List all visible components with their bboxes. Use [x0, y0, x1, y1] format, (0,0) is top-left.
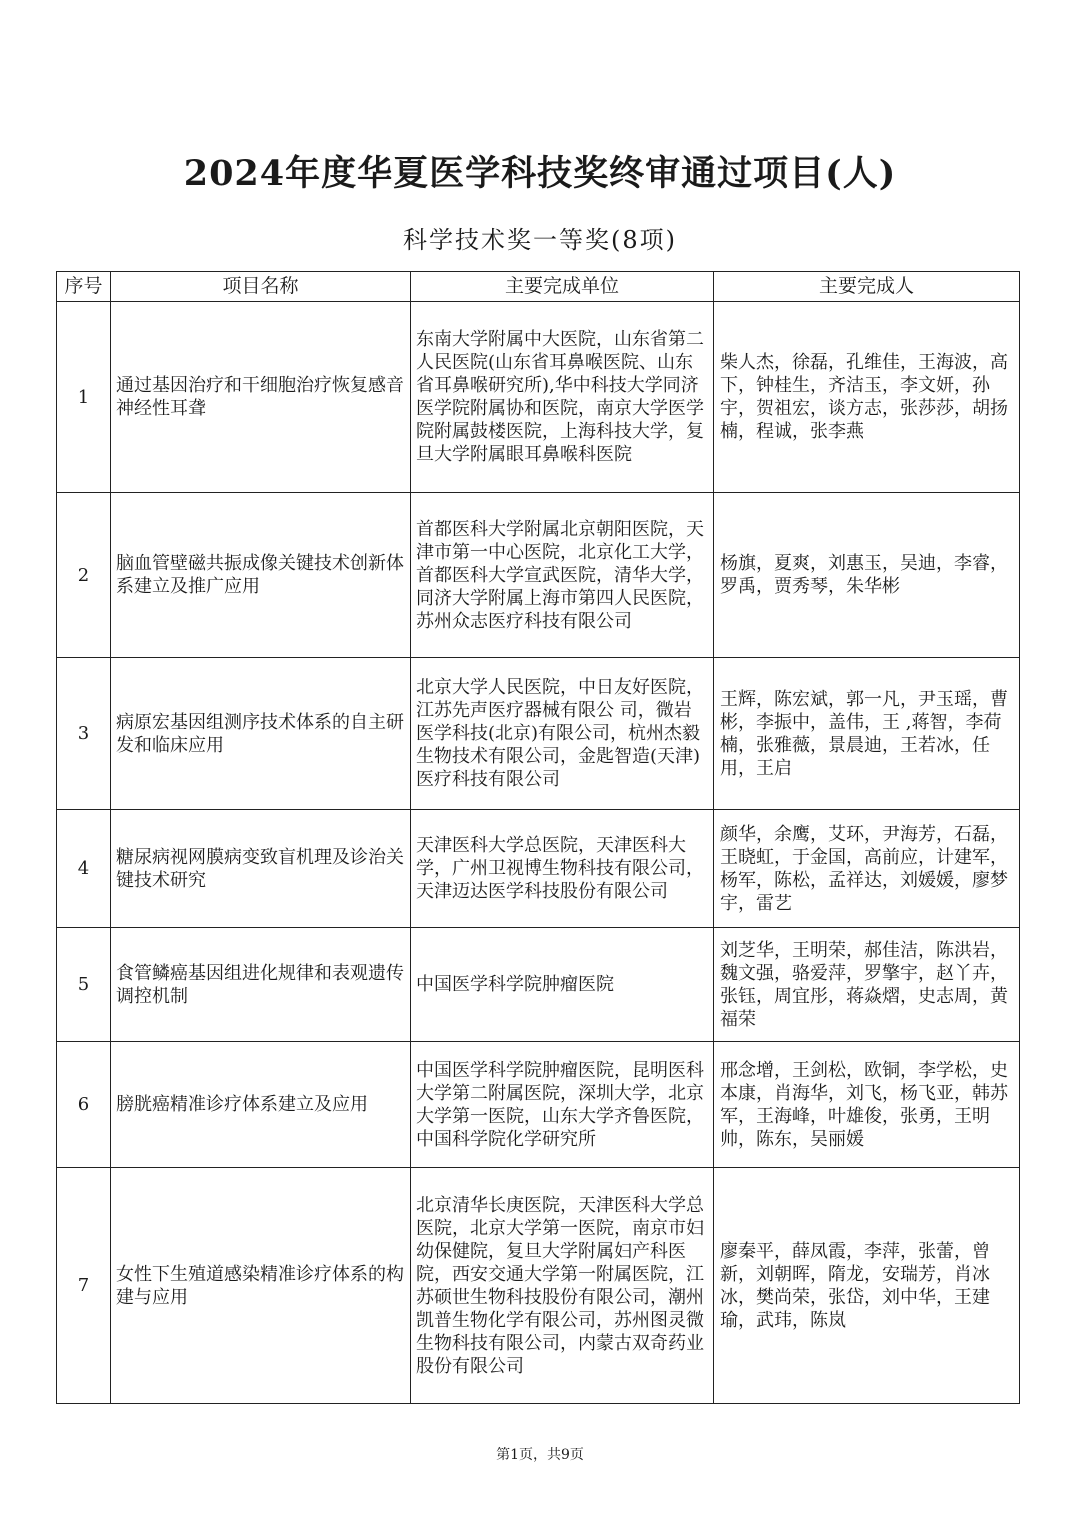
people: 邢念增，王剑松，欧铜，李学松，史本康，肖海华，刘飞，杨飞亚，韩苏军，王海峰，叶雄俊，张勇，王明帅，陈东，吴丽媛 — [714, 1042, 1020, 1168]
organizations: 天津医科大学总医院，天津医科大学，广州卫视博生物科技有限公司，天津迈达医学科技股份有限公司 — [411, 810, 714, 928]
row-index: 4 — [57, 810, 111, 928]
people: 颜华，余鹰，艾环，尹海芳，石磊，王晓虹，于金国，高前应，计建军，杨军，陈松，孟祥达，刘媛媛，廖梦宇，雷艺 — [714, 810, 1020, 928]
project-name: 女性下生殖道感染精准诊疗体系的构建与应用 — [111, 1168, 411, 1404]
table-row — [57, 658, 1020, 810]
row-index: 1 — [57, 302, 111, 493]
project-name: 脑血管壁磁共振成像关键技术创新体系建立及推广应用 — [111, 493, 411, 658]
project-name: 糖尿病视网膜病变致盲机理及诊治关键技术研究 — [111, 810, 411, 928]
organizations: 中国医学科学院肿瘤医院，昆明医科大学第二附属医院，深圳大学，北京大学第一医院，山东大学齐鲁医院，中国科学院化学研究所 — [411, 1042, 714, 1168]
header-index: 序号 — [57, 272, 111, 302]
header-organizations: 主要完成单位 — [411, 272, 714, 302]
row-index: 5 — [57, 928, 111, 1042]
document-title: 2024年度华夏医学科技奖终审通过项目(人) — [183, 153, 897, 194]
row-index: 2 — [57, 493, 111, 658]
document-subtitle: 科学技术奖一等奖(8项) — [403, 226, 677, 254]
table-row — [57, 302, 1020, 493]
project-name: 病原宏基因组测序技术体系的自主研发和临床应用 — [111, 658, 411, 810]
project-name: 通过基因治疗和干细胞治疗恢复感音神经性耳聋 — [111, 302, 411, 493]
header-people: 主要完成人 — [714, 272, 1020, 302]
table-header-row — [57, 272, 1020, 302]
people: 刘芝华，王明荣，郝佳洁，陈洪岩，魏文强，骆爱萍，罗擎宇，赵丫卉，张钰，周宜彤，蒋焱熠，史志周，黄福荣 — [714, 928, 1020, 1042]
page-footer: 第1页，共9页 — [496, 1447, 584, 1463]
organizations: 北京清华长庚医院，天津医科大学总医院，北京大学第一医院，南京市妇幼保健院，复旦大学附属妇产科医院，西安交通大学第一附属医院，江苏硕世生物科技股份有限公司，潮州凯普生物化学有限公司，苏州图灵微生物科技有限公司，内蒙古双奇药业股份有限公司 — [411, 1168, 714, 1404]
organizations: 中国医学科学院肿瘤医院 — [411, 928, 714, 1042]
project-name: 膀胱癌精准诊疗体系建立及应用 — [111, 1042, 411, 1168]
table-row — [57, 493, 1020, 658]
organizations: 首都医科大学附属北京朝阳医院，天津市第一中心医院，北京化工大学，首都医科大学宣武医院，清华大学，同济大学附属上海市第四人民医院，苏州众志医疗科技有限公司 — [411, 493, 714, 658]
row-index: 3 — [57, 658, 111, 810]
row-index: 7 — [57, 1168, 111, 1404]
people: 柴人杰，徐磊，孔维佳，王海波，高下，钟桂生，齐洁玉，李文妍，孙宇，贺祖宏，谈方志，张莎莎，胡扬楠，程诚，张李燕 — [714, 302, 1020, 493]
table-row — [57, 928, 1020, 1042]
award-table — [56, 271, 1020, 1404]
table-row — [57, 810, 1020, 928]
people: 廖秦平，薛凤霞，李萍，张蕾，曾新，刘朝晖，隋龙，安瑞芳，肖冰冰，樊尚荣，张岱，刘中华，王建瑜，武玮，陈岚 — [714, 1168, 1020, 1404]
project-name: 食管鳞癌基因组进化规律和表观遗传调控机制 — [111, 928, 411, 1042]
table-row — [57, 1042, 1020, 1168]
people: 杨旗，夏爽，刘惠玉，吴迪，李睿，罗禹，贾秀琴，朱华彬 — [714, 493, 1020, 658]
organizations: 东南大学附属中大医院，山东省第二人民医院(山东省耳鼻喉医院、山东省耳鼻喉研究所),华中科技大学同济医学院附属协和医院，南京大学医学院附属鼓楼医院，上海科技大学，复旦大学附属眼耳鼻喉科医院 — [411, 302, 714, 493]
header-project-name: 项目名称 — [111, 272, 411, 302]
people: 王辉，陈宏斌，郭一凡，尹玉瑶，曹彬，李振中，盖伟，王 ,蒋智，李荷楠，张雅薇，景晨迪，王若冰，任用，王启 — [714, 658, 1020, 810]
row-index: 6 — [57, 1042, 111, 1168]
table-row — [57, 1168, 1020, 1404]
organizations: 北京大学人民医院，中日友好医院，江苏先声医疗器械有限公 司，微岩医学科技(北京)有限公司，杭州杰毅生物技术有限公司，金匙智造(天津)医疗科技有限公司 — [411, 658, 714, 810]
